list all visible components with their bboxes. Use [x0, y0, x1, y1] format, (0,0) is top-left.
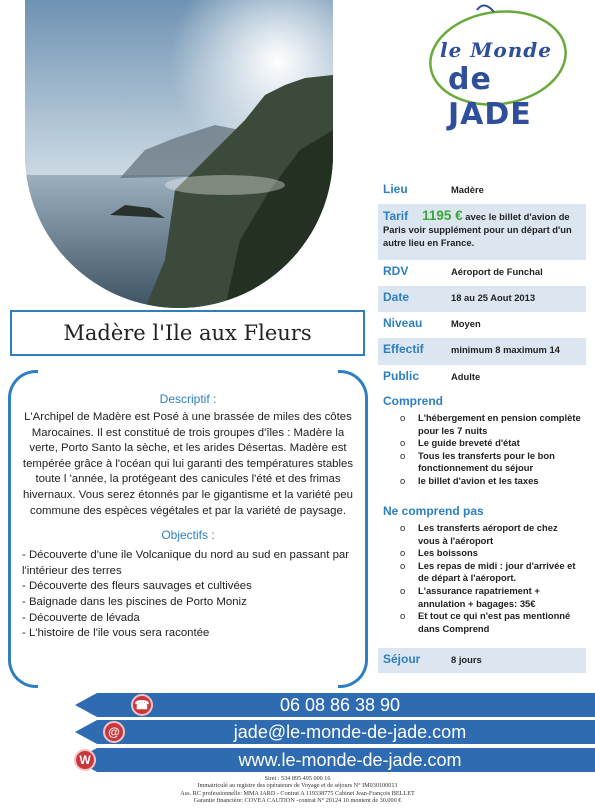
website-icon: W — [74, 749, 96, 771]
list-item: o Et tout ce qui n'est pas mentionné dans Comprend — [400, 610, 571, 634]
website-link[interactable]: www.le-monde-de-jade.com — [238, 750, 462, 770]
phone-icon: ☎ — [131, 694, 153, 716]
comprend-block — [378, 390, 586, 500]
trip-info-table — [378, 178, 586, 673]
right-bracket — [338, 370, 368, 688]
list-item: o le billet d'avion et les taxes — [400, 474, 539, 486]
rdv-value: Aéroport de Funchal — [451, 266, 543, 277]
row-rdv — [378, 260, 586, 286]
ne-comprend-block — [378, 500, 586, 648]
lieu-label: Lieu — [383, 182, 408, 196]
logo-text-bottom: de JADE — [448, 62, 532, 132]
row-tarif — [378, 204, 586, 260]
niveau-label: Niveau — [383, 316, 423, 330]
footer-line: Garantie financière: COVEA CAUTION -contrat N° 20124 10 montent de 30.000 € — [193, 796, 402, 804]
public-value: Adulte — [451, 371, 481, 382]
row-public — [378, 365, 586, 390]
effectif-label: Effectif — [383, 342, 424, 356]
description-panel — [8, 370, 368, 688]
list-item: - Découverte des fleurs sauvages et cultivées — [22, 580, 252, 593]
sejour-label: Séjour — [383, 652, 421, 666]
tarif-label: Tarif — [383, 209, 409, 223]
comprend-list — [400, 412, 582, 488]
footer-line: Siret : 534 895 495 000 16 — [264, 775, 331, 782]
list-item: o Le guide breveté d'état — [400, 437, 520, 449]
list-item: - Découverte d'une ile Volcanique du nord au sud en passant par l'intérieur des terres — [22, 549, 350, 577]
descriptif-text: L'Archipel de Madère est Posé à une brassée de miles des côtes Marocaines. Il est constitué de trois groupes d'îles : Madère la verte, Porto Santo la sèche, et les arides Désertas. Madère est tempérée grâce à l'océan qui lui garanti des températures stables toute l 'année, la protégeant des canicules l'été et des frimas hivernaux. Vous serez étonnés par le gigantisme et la variété peu commune des espèces végétales et par la variété de paysage. — [22, 411, 354, 517]
list-item: o L'assurance rapatriement + annulation + bagages: 35€ — [400, 584, 540, 609]
list-item: - Baignade dans les piscines de Porto Moniz — [22, 595, 247, 608]
lieu-value: Madère — [451, 184, 484, 195]
tarif-text: avec le billet d'avion de Paris voir supplément pour un départ d'un autre lieu en France. — [383, 211, 572, 248]
email-icon: @ — [103, 721, 125, 743]
objectifs-heading: Objectifs : — [161, 528, 215, 543]
list-item: o Les repas de midi : jour d'arrivée et de départ à l'aéroport. — [400, 559, 576, 584]
descriptif-heading: Descriptif : — [159, 392, 217, 406]
list-item: - Découverte de lévada — [22, 611, 140, 624]
email-link[interactable]: jade@le-monde-de-jade.com — [233, 722, 467, 742]
row-effectif — [378, 338, 586, 365]
list-item: o Tous les transferts pour le bon fonctionnement du séjour — [400, 449, 555, 474]
list-item: - L'histoire de l'ile vous sera racontée — [22, 627, 210, 640]
company-logo — [422, 0, 572, 132]
page-title: Madère l'Ile aux Fleurs — [63, 321, 312, 345]
row-lieu — [378, 178, 586, 204]
list-item: o Les boissons — [400, 547, 478, 559]
public-label: Public — [383, 369, 420, 383]
rdv-label: RDV — [383, 264, 409, 278]
phone-number[interactable]: 06 08 86 38 90 — [279, 695, 401, 715]
date-value: 18 au 25 Aout 2013 — [451, 292, 536, 303]
tarif-price: 1195 € — [422, 208, 463, 223]
list-item: o Les transferts aéroport de chez vous à l'aéroport — [400, 522, 558, 546]
row-sejour — [378, 648, 586, 673]
list-item: o L'hébergement en pension complète pour les 7 nuits — [400, 412, 581, 436]
footer-line: Ass. RC professionnelle: MMA IARD - Contrat A 119338775 Cabinet Jean-François BELLET — [180, 789, 415, 797]
footer-line: Immatriculé au registre des opérateurs de Voyage et de séjours N° IM030100013 — [197, 782, 398, 790]
objectifs-list — [8, 548, 368, 642]
row-date — [378, 286, 586, 312]
ne-comprend-list — [400, 522, 582, 635]
date-label: Date — [383, 290, 410, 304]
ne-comprend-label: Ne comprend pas — [383, 504, 484, 518]
sejour-value: 8 jours — [451, 654, 482, 665]
hero-photo — [25, 0, 333, 308]
niveau-value: Moyen — [451, 318, 481, 329]
left-bracket — [8, 370, 38, 688]
effectif-value: minimum 8 maximum 14 — [451, 344, 560, 355]
title-box — [10, 310, 365, 356]
row-niveau — [378, 312, 586, 338]
logo-text-top: le Monde — [440, 38, 553, 62]
comprend-label: Comprend — [383, 394, 443, 408]
legal-footer — [120, 775, 475, 804]
